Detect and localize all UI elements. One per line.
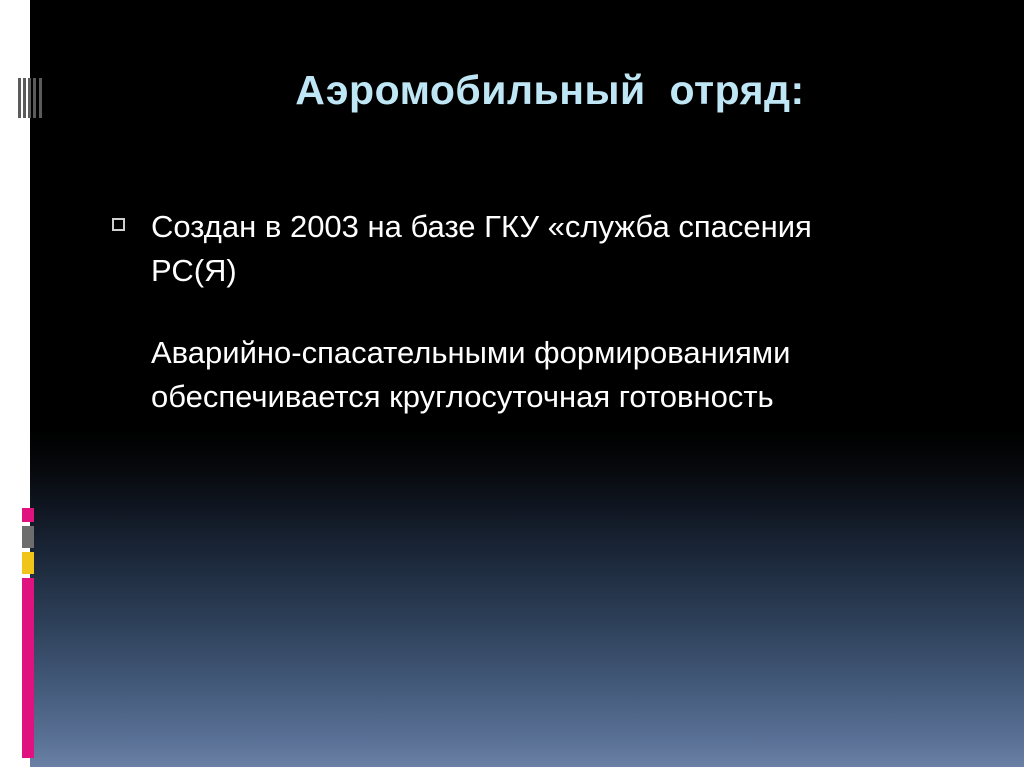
accent-bar-magenta-long (22, 578, 34, 758)
list-item (112, 205, 902, 293)
bullet-text: Создан в 2003 на базе ГКУ «служба спасения РС(Я) (151, 209, 821, 289)
page-title: Аэромобильный отряд: (295, 67, 805, 113)
barcode-decoration-icon (18, 78, 44, 118)
accent-bar-yellow (22, 552, 34, 574)
square-bullet-icon (112, 218, 125, 231)
body-spacer (112, 293, 902, 331)
slide-body (112, 205, 902, 419)
accent-bar-magenta-top (22, 508, 34, 522)
slide-title-container (120, 66, 980, 115)
accent-bar-gray (22, 526, 34, 548)
body-paragraph: Аварийно-спасательными формированиями обеспечивается круглосуточная готовность (151, 335, 800, 415)
accent-bar-group (22, 508, 34, 758)
